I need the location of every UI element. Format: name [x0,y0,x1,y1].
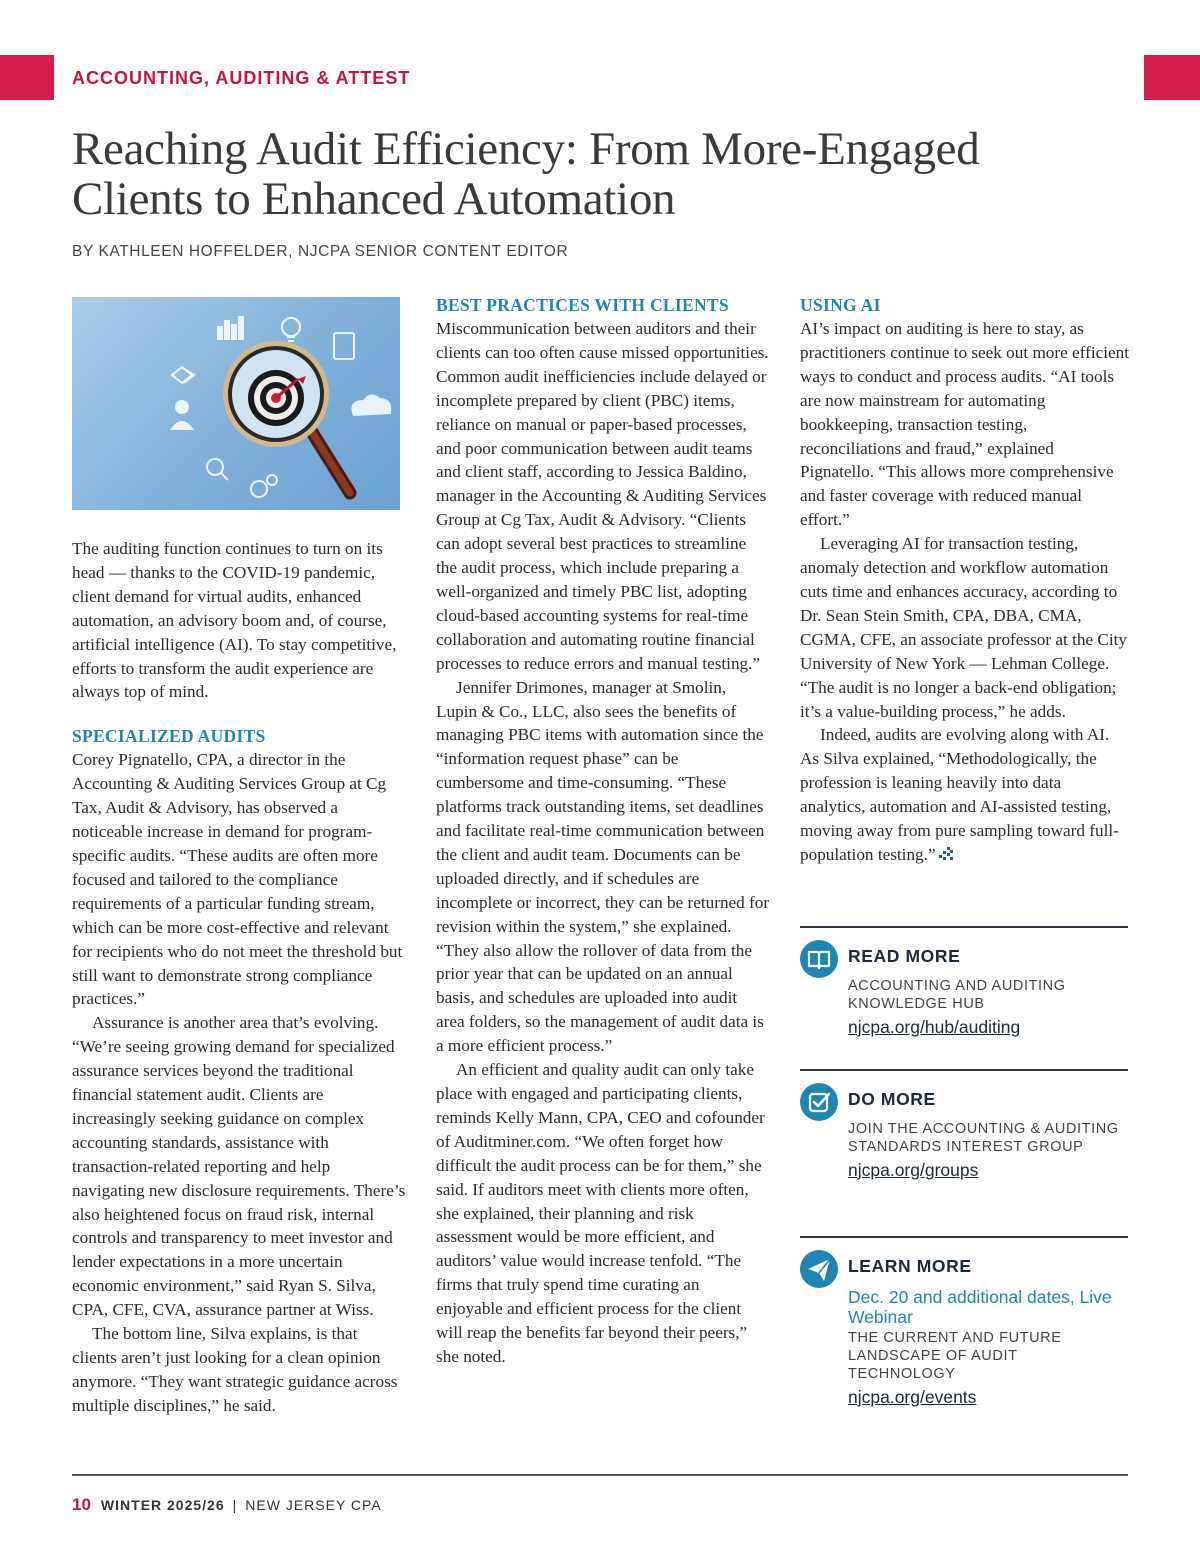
article-title [72,124,1132,224]
sidebar-heading: LEARN MORE [848,1256,972,1276]
paragraph: An efficient and quality audit can only take place with engaged and participating clients, reminds Kelly Mann, CPA, CEO and cofounder of Auditminer.com. “We often forget how difficult the audit process can be for them,” she said. If auditors meet with clients more often, she explained, their planning and risk assessment would be more efficient, and auditors’ value would increase tenfold. “The firms that truly spend time curating an enjoyable and efficient process for the client will reap the benefits far beyond their peers,” she noted. [436,1060,765,1366]
magnifier-target-illustration [72,297,400,510]
sidebar-learn-more [800,1236,1128,1408]
column-1 [72,290,406,1418]
paragraph: Miscommunication between auditors and their clients can too often cause missed opportunities. Common audit inefficiencies include delayed or incomplete prepared by client (PBC) items, reliance on manual or paper-based processes, and poor communication between audit teams and client staff, according to Jessica Baldino, manager in the Accounting & Auditing Services Group at Cg Tax, Audit & Advisory. “Clients can adopt several best practices to streamline the audit process, which include preparing a well-organized and timely PBC list, adopting cloud-based accounting systems for real-time collaboration and automating routine financial processes to reduce errors and manual testing.” [436,319,769,673]
byline: BY KATHLEEN HOFFELDER, NJCPA SENIOR CONTENT EDITOR [72,243,569,260]
title-line-2: Clients to Enhanced Automation [72,173,676,225]
page-footer [72,1495,382,1515]
book-icon [800,940,838,978]
link-groups[interactable]: njcpa.org/groups [848,1160,979,1180]
accent-bar-left [0,55,54,100]
paper-plane-icon [800,1250,838,1288]
paragraph: Leveraging AI for transaction testing, anomaly detection and workflow automation cuts time and enhances accuracy, according to Dr. Sean Stein Smith, CPA, DBA, CMA, CGMA, CFE, an associate professor at the City University of New York — Lehman College. “The audit is no longer a back-end obligation; it’s a value-building process,” he adds. [800,534,1127,721]
sidebar-text: THE CURRENT AND FUTURE LANDSCAPE OF AUDIT TECHNOLOGY [848,1330,1062,1382]
sidebar-do-more [800,1069,1128,1181]
intro-paragraph: The auditing function continues to turn on its head — thanks to the COVID-19 pandemic, client demand for virtual audits, enhanced automation, an advisory boom and, of course, artificial intelligence (AI). To stay competitive, efforts to transform the audit experience are always top of mind. [72,539,397,702]
subhead-using-ai: USING AI [800,295,881,315]
link-hub-auditing[interactable]: njcpa.org/hub/auditing [848,1017,1021,1037]
paragraph [800,723,1130,866]
end-mark-icon [939,847,953,861]
paragraph: Jennifer Drimones, manager at Smolin, Lupin & Co., LLC, also sees the benefits of managing PBC items with automation since the “information request phase” can be cumbersome and time-consuming. “These platforms track outstanding items, set deadlines and facilitate real-time communication between the client and audit team. Documents can be uploaded directly, and if schedules are incomplete or incorrect, they can be returned for revision within the system,” she explained. “They also allow the rollover of data from the prior year that can be updated on an annual basis, and schedules are uploaded into audit area folders, so the management of audit data is a more efficient process.” [436,677,770,1056]
sidebar-text: ACCOUNTING AND AUDITING KNOWLEDGE HUB [848,978,1066,1012]
closing-paragraph-text: Indeed, audits are evolving along with AI. As Silva explained, “Methodologically, the profession is leaning heavily into data analytics, automation and AI-assisted testing, moving away from pure sampling toward full-population testing.” [800,725,1119,864]
accent-bar-right [1144,55,1200,100]
footer-separator: | [232,1497,238,1513]
sidebar-read-more [800,926,1128,1038]
sidebar-heading: READ MORE [848,946,961,966]
subhead-best-practices: BEST PRACTICES WITH CLIENTS [436,295,729,315]
page-number: 10 [72,1495,91,1514]
sidebar-text: JOIN THE ACCOUNTING & AUDITING STANDARDS INTEREST GROUP [848,1121,1119,1155]
paragraph: AI’s impact on auditing is here to stay, as practitioners continue to seek out more efficient ways to conduct and process audits. “AI tools are now mainstream for automating bookkeeping, transaction testing, reconciliations and fraud,” explained Pignatello. “This allows more comprehensive and faster coverage with reduced manual effort.” [800,319,1129,530]
column-2 [436,290,770,1369]
section-label: ACCOUNTING, AUDITING & ATTEST [72,68,411,88]
hero-image [72,297,400,510]
paragraph: The bottom line, Silva explains, is that clients aren’t just looking for a clean opinion anymore. “They want strategic guidance across multiple disciplines,” he said. [72,1324,398,1415]
title-line-1: Reaching Audit Efficiency: From More-Engaged [72,123,980,175]
link-events[interactable]: njcpa.org/events [848,1387,977,1407]
paragraph: Assurance is another area that’s evolving. “We’re seeing growing demand for specialized assurance services beyond the traditional financial statement audit. Clients are increasingly seeking guidance on complex accounting standards, assistance with transaction-related reporting and help navigating new disclosure requirements. There’s also heightened focus on fraud risk, internal controls and transparency to meet investor and lender expectations in a more uncertain economic environment,” said Ryan S. Silva, CPA, CFE, CVA, assurance partner at Wiss. [72,1013,406,1320]
column-3 [800,290,1130,867]
subhead-specialized-audits: SPECIALIZED AUDITS [72,726,266,747]
sidebar-heading: DO MORE [848,1089,936,1109]
paragraph: Corey Pignatello, CPA, a director in the Accounting & Auditing Services Group at Cg Tax, Audit & Advisory, has observed a noticeable increase in demand for program-specific audits. “These audits are often more focused and tailored to the compliance requirements of a particular funding stream, which can be more cost-effective and relevant for recipients who do not meet the threshold but still want to demonstrate strong compliance practices.” [72,750,403,1009]
checkbox-icon [800,1083,838,1121]
footer-rule [72,1474,1128,1476]
webinar-date: Dec. 20 and additional dates, Live Webinar [848,1287,1112,1327]
issue-label: WINTER 2025/26 [100,1497,225,1513]
publication-name: NEW JERSEY CPA [245,1497,382,1513]
